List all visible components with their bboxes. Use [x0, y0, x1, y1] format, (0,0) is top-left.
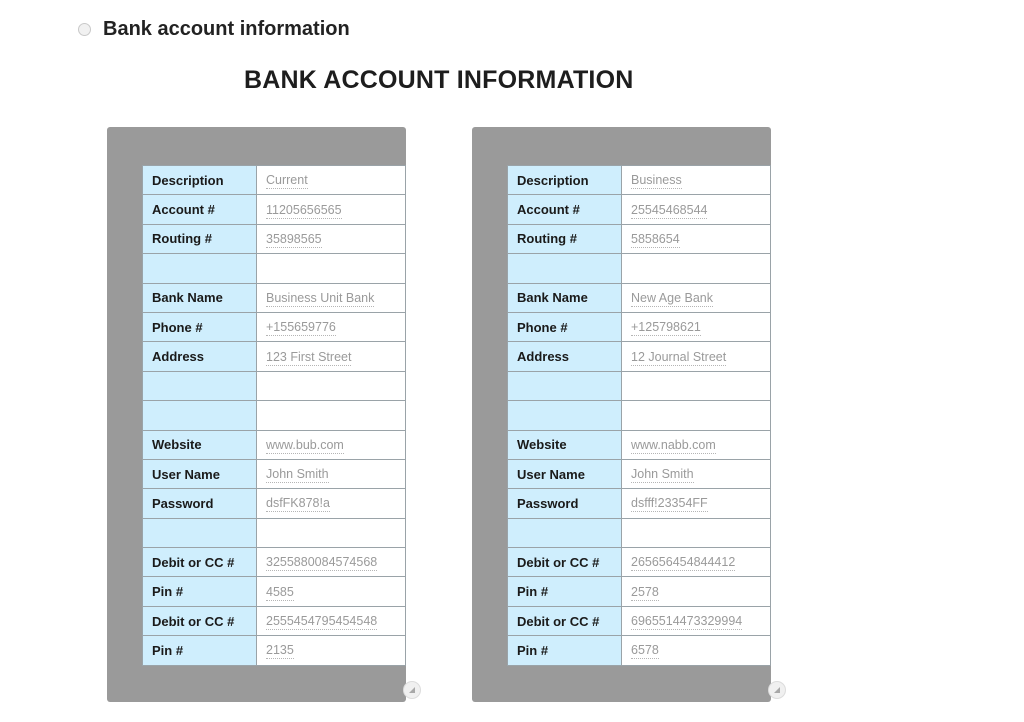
field-value-cell[interactable] — [257, 401, 406, 430]
field-value[interactable]: 3255880084574568 — [266, 555, 378, 570]
field-label: Pin # — [143, 577, 257, 606]
table-row — [143, 636, 406, 665]
table-row — [508, 577, 771, 606]
field-label: Routing # — [508, 224, 622, 253]
field-value[interactable]: 11205656565 — [266, 202, 342, 217]
table-row — [508, 636, 771, 665]
table-row — [508, 224, 771, 253]
field-label: User Name — [143, 459, 257, 488]
table-row — [508, 195, 771, 224]
field-label: Address — [508, 342, 622, 371]
field-value[interactable]: 35898565 — [266, 231, 322, 246]
field-value[interactable]: Business — [631, 173, 682, 188]
account-card-1 — [107, 127, 406, 702]
field-value-cell[interactable] — [622, 548, 771, 577]
field-label — [143, 518, 257, 547]
field-value[interactable]: +125798621 — [631, 320, 701, 335]
table-row — [508, 548, 771, 577]
field-label: Bank Name — [508, 283, 622, 312]
field-value[interactable]: Business Unit Bank — [266, 290, 375, 305]
field-label — [508, 254, 622, 283]
table-row — [508, 606, 771, 635]
field-value[interactable]: New Age Bank — [631, 290, 713, 305]
table-row — [143, 342, 406, 371]
field-value-cell[interactable] — [622, 401, 771, 430]
field-value-cell[interactable] — [622, 489, 771, 518]
field-value[interactable]: 4585 — [266, 584, 294, 599]
field-value-cell[interactable] — [622, 342, 771, 371]
table-row — [143, 283, 406, 312]
table-row — [508, 312, 771, 341]
field-label: Pin # — [508, 577, 622, 606]
table-row — [143, 489, 406, 518]
field-label: Password — [508, 489, 622, 518]
section-radio[interactable] — [78, 23, 91, 36]
field-value-cell[interactable] — [257, 166, 406, 195]
field-value-cell[interactable] — [622, 606, 771, 635]
field-value-cell[interactable] — [257, 606, 406, 635]
field-label: Website — [143, 430, 257, 459]
field-value-cell[interactable] — [257, 459, 406, 488]
field-value-cell[interactable] — [257, 548, 406, 577]
page-title: BANK ACCOUNT INFORMATION — [244, 66, 634, 94]
field-value-cell[interactable] — [257, 312, 406, 341]
field-label: Address — [143, 342, 257, 371]
field-value-cell[interactable] — [622, 459, 771, 488]
table-row — [143, 371, 406, 400]
field-value-cell[interactable] — [622, 518, 771, 547]
field-value[interactable]: 2578 — [631, 584, 659, 599]
field-label: Phone # — [508, 312, 622, 341]
field-value-cell[interactable] — [622, 195, 771, 224]
field-label: Routing # — [143, 224, 257, 253]
field-value-cell[interactable] — [257, 342, 406, 371]
field-label — [508, 518, 622, 547]
account-table-2 — [507, 165, 771, 666]
field-value-cell[interactable] — [622, 577, 771, 606]
table-row — [143, 518, 406, 547]
field-value-cell[interactable] — [257, 224, 406, 253]
field-label — [508, 401, 622, 430]
field-value-cell[interactable] — [257, 371, 406, 400]
table-row — [508, 371, 771, 400]
field-label: Description — [143, 166, 257, 195]
field-label — [143, 401, 257, 430]
field-value-cell[interactable] — [622, 283, 771, 312]
field-label: Description — [508, 166, 622, 195]
table-row — [143, 166, 406, 195]
field-label: Pin # — [508, 636, 622, 665]
field-label: Bank Name — [143, 283, 257, 312]
field-label — [143, 371, 257, 400]
table-row — [508, 254, 771, 283]
table-row — [508, 489, 771, 518]
field-value-cell[interactable] — [622, 254, 771, 283]
field-label: Pin # — [143, 636, 257, 665]
field-value-cell[interactable] — [257, 518, 406, 547]
field-value-cell[interactable] — [622, 166, 771, 195]
field-value[interactable]: dsfff!23354FF — [631, 496, 708, 511]
account-table-1 — [142, 165, 406, 666]
table-row — [143, 459, 406, 488]
table-row — [143, 195, 406, 224]
table-row — [143, 430, 406, 459]
field-label — [143, 254, 257, 283]
field-value[interactable]: www.bub.com — [266, 437, 344, 452]
field-value-cell[interactable] — [257, 254, 406, 283]
field-value[interactable]: 25545468544 — [631, 202, 708, 217]
field-value-cell[interactable] — [257, 195, 406, 224]
field-label: User Name — [508, 459, 622, 488]
resize-icon — [407, 685, 417, 695]
table-row — [508, 518, 771, 547]
field-value-cell[interactable] — [622, 430, 771, 459]
field-value[interactable]: John Smith — [631, 467, 694, 482]
field-value[interactable]: John Smith — [266, 467, 329, 482]
field-label — [508, 371, 622, 400]
table-row — [508, 401, 771, 430]
field-label: Account # — [143, 195, 257, 224]
field-label: Password — [143, 489, 257, 518]
table-row — [508, 166, 771, 195]
section-header — [78, 18, 350, 41]
resize-handle-2[interactable] — [768, 681, 786, 699]
field-value[interactable]: www.nabb.com — [631, 437, 716, 452]
field-value-cell[interactable] — [622, 224, 771, 253]
field-label: Debit or CC # — [143, 606, 257, 635]
field-label: Debit or CC # — [508, 548, 622, 577]
resize-icon — [772, 685, 782, 695]
table-row — [508, 283, 771, 312]
field-label: Debit or CC # — [143, 548, 257, 577]
table-row — [143, 312, 406, 341]
field-value-cell[interactable] — [622, 636, 771, 665]
field-value-cell[interactable] — [257, 283, 406, 312]
section-title: Bank account information — [103, 18, 350, 40]
field-value[interactable]: 5858654 — [631, 231, 680, 246]
field-value-cell[interactable] — [257, 577, 406, 606]
field-value-cell[interactable] — [257, 489, 406, 518]
table-row — [143, 606, 406, 635]
field-value[interactable]: 6965514473329994 — [631, 614, 743, 629]
field-value[interactable]: Current — [266, 173, 308, 188]
field-value[interactable]: +155659776 — [266, 320, 336, 335]
table-row — [143, 401, 406, 430]
field-value-cell[interactable] — [622, 312, 771, 341]
field-label: Website — [508, 430, 622, 459]
table-row — [143, 577, 406, 606]
table-row — [143, 224, 406, 253]
account-card-2 — [472, 127, 771, 702]
table-row — [508, 430, 771, 459]
field-value[interactable]: 12 Journal Street — [631, 349, 727, 364]
table-row — [508, 342, 771, 371]
field-value[interactable]: 265656454844412 — [631, 555, 736, 570]
field-value-cell[interactable] — [257, 430, 406, 459]
field-label: Phone # — [143, 312, 257, 341]
resize-handle-1[interactable] — [403, 681, 421, 699]
field-label: Debit or CC # — [508, 606, 622, 635]
field-value[interactable]: 123 First Street — [266, 349, 352, 364]
field-value-cell[interactable] — [622, 371, 771, 400]
table-row — [143, 254, 406, 283]
field-value-cell[interactable] — [257, 636, 406, 665]
table-row — [143, 548, 406, 577]
field-value[interactable]: 2135 — [266, 643, 294, 658]
field-value[interactable]: 6578 — [631, 643, 659, 658]
field-label: Account # — [508, 195, 622, 224]
table-row — [508, 459, 771, 488]
field-value[interactable]: dsfFK878!a — [266, 496, 330, 511]
field-value[interactable]: 2555454795454548 — [266, 614, 378, 629]
